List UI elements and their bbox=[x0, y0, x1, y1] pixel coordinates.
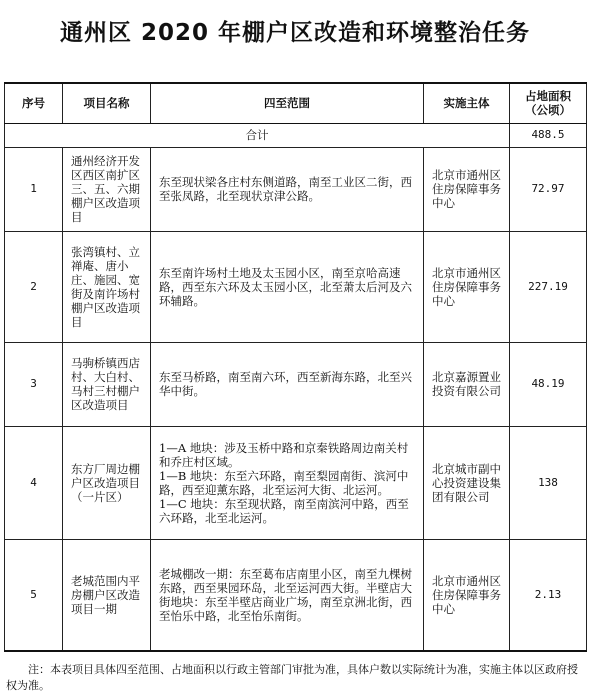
row-project-name: 通州经济开发区西区南扩区三、五、六期棚户区改造项目 bbox=[63, 147, 151, 231]
total-row bbox=[5, 123, 587, 147]
footnote: 注：本表项目具体四至范围、占地面积以行政主管部门审批为准，具体户数以实际统计为准，实施主体以区政府授权为准。 bbox=[6, 663, 578, 692]
header-org: 实施主体 bbox=[424, 83, 510, 123]
scope-line: 1—A 地块：涉及玉桥中路和京秦铁路周边南关村和乔庄村区域。 bbox=[159, 440, 409, 469]
page-title: 通州区 2020 年棚户区改造和环境整治任务 bbox=[59, 20, 531, 46]
row-project-name: 东方厂周边棚户区改造项目（一片区） bbox=[63, 426, 151, 539]
header-no: 序号 bbox=[5, 83, 63, 123]
total-area: 488.5 bbox=[510, 123, 587, 147]
row-org: 北京市通州区住房保障事务中心 bbox=[424, 539, 510, 651]
row-no: 4 bbox=[5, 426, 63, 539]
table-header-row bbox=[5, 83, 587, 123]
header-area bbox=[510, 83, 587, 123]
row-scope bbox=[151, 147, 424, 231]
header-area-text: 占地面积（公顷） bbox=[525, 89, 571, 118]
row-no: 1 bbox=[5, 147, 63, 231]
row-area: 2.13 bbox=[510, 539, 587, 651]
row-project-name: 老城范围内平房棚户区改造项目一期 bbox=[63, 539, 151, 651]
scope-line: 东至南许场村土地及太玉园小区，南至京哈高速路，西至东六环及太玉园小区，北至萧太后河及六环辅路。 bbox=[159, 265, 412, 308]
row-org: 北京嘉源置业投资有限公司 bbox=[424, 342, 510, 426]
scope-line: 东至马桥路，南至南六环，西至新海东路，北至兴华中街。 bbox=[159, 370, 412, 398]
row-scope bbox=[151, 231, 424, 342]
row-scope bbox=[151, 426, 424, 539]
header-project-name: 项目名称 bbox=[63, 83, 151, 123]
row-area: 72.97 bbox=[510, 147, 587, 231]
scope-line: 东至现状梁各庄村东侧道路，南至工业区二街，西至张凤路，北至现状京津公路。 bbox=[159, 175, 412, 203]
row-no: 2 bbox=[5, 231, 63, 342]
row-no: 5 bbox=[5, 539, 63, 651]
table-row bbox=[5, 426, 587, 539]
scope-line: 1—C 地块：东至现状路，南至南滨河中路，西至六环路，北至北运河。 bbox=[159, 496, 409, 525]
row-area: 227.19 bbox=[510, 231, 587, 342]
row-org: 北京城市副中心投资建设集团有限公司 bbox=[424, 426, 510, 539]
row-scope bbox=[151, 539, 424, 651]
table-row bbox=[5, 539, 587, 651]
table-row bbox=[5, 147, 587, 231]
row-project-name: 张湾镇村、立禅庵、唐小庄、施园、宽街及南许场村棚户区改造项目 bbox=[63, 231, 151, 342]
row-area: 138 bbox=[510, 426, 587, 539]
row-no: 3 bbox=[5, 342, 63, 426]
task-table bbox=[4, 82, 587, 652]
scope-line: 1—B 地块：东至六环路，南至梨园南街、滨河中路，西至迎薰东路，北至运河大街、北运河。 bbox=[159, 468, 409, 497]
scope-line: 老城棚改一期：东至葛布店南里小区，南至九棵树东路，西至果园环岛，北至运河西大街。半壁店大街地块：东至半壁店商业广场，南至京洲北街，西至怡乐中路，北至怡乐南街。 bbox=[159, 566, 412, 623]
total-label: 合计 bbox=[5, 123, 510, 147]
table-row bbox=[5, 231, 587, 342]
row-project-name: 马驹桥镇西店村、大白村、马村三村棚户区改造项目 bbox=[63, 342, 151, 426]
row-area: 48.19 bbox=[510, 342, 587, 426]
table-row bbox=[5, 342, 587, 426]
row-scope bbox=[151, 342, 424, 426]
row-org: 北京市通州区住房保障事务中心 bbox=[424, 231, 510, 342]
row-org: 北京市通州区住房保障事务中心 bbox=[424, 147, 510, 231]
header-scope: 四至范围 bbox=[151, 83, 424, 123]
